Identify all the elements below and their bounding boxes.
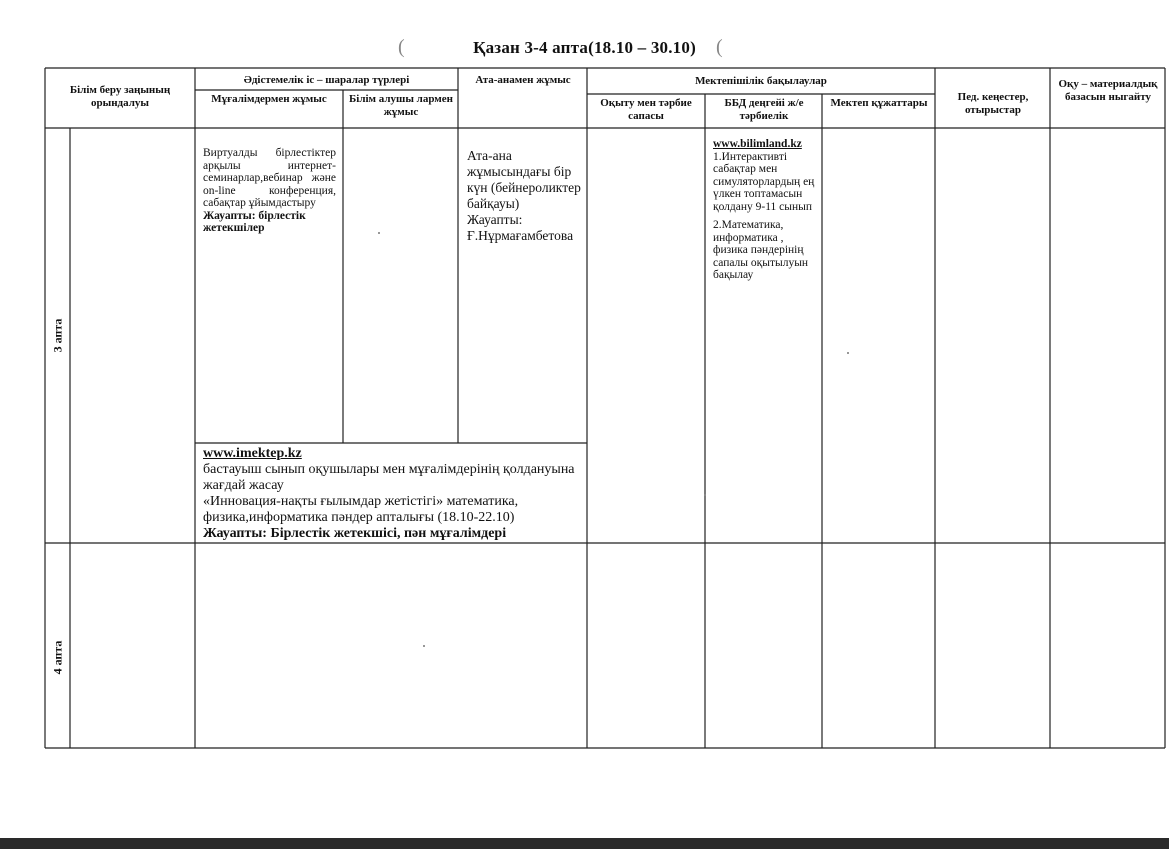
week3-teachers-cell	[203, 147, 336, 235]
bilimland-link[interactable]: www.bilimland.kz	[713, 138, 802, 150]
week3-span-line2: «Инновация-нақты ғылымдар жетістігі» математика, физика,информатика пәндер апталығы (18.10-22.10)	[203, 494, 519, 525]
week3-parents-cell	[467, 148, 585, 244]
week3-bbd-cell	[713, 138, 821, 282]
week3-parents-resp-name: Ғ.Нұрмағамбетова	[467, 228, 574, 243]
header-bbd-level: ББД деңгейі ж/е тәрбиелік	[724, 97, 804, 122]
scan-bottom-edge	[0, 838, 1169, 849]
header-school-docs: Мектеп құжаттары	[830, 97, 928, 109]
page-title: Қазан 3-4 апта(18.10 – 30.10)	[473, 38, 696, 57]
title-paren-left: (	[398, 36, 405, 58]
scan-speck	[423, 645, 425, 647]
header-parents-work: Ата-анамен жұмыс	[475, 74, 571, 86]
header-ped-councils: Пед. кеңестер, отырыстар	[957, 91, 1029, 116]
week3-label: 3 апта	[50, 318, 65, 353]
week4-label: 4 апта	[50, 640, 65, 675]
scan-speck	[704, 494, 706, 496]
week3-span-line1: бастауыш сынып оқушылары мен мұғалімдерінің қолдануына жағдай жасау	[203, 462, 575, 493]
week3-teachers-text: Виртуалды бірлестіктер арқылы интернет-семинарлар,вебинар және on-line конференция, сабақтар ұйымдастыру	[203, 147, 336, 209]
scan-speck	[378, 232, 380, 234]
week3-parents-resp-label: Жауапты:	[467, 212, 523, 227]
scan-speck	[847, 352, 849, 354]
week3-bbd-item2: 2.Математика, информатика , физика пәндерінің сапалы оқытылуын бақылау	[713, 219, 809, 281]
title-paren-right: (	[716, 36, 723, 58]
week3-bbd-item1: 1.Интерактивті сабақтар мен симуляторлардың ең үлкен топтамасын қолдану 9-11 сынып	[713, 150, 815, 213]
header-teachers-work: Мұғалімдермен жұмыс	[211, 93, 327, 105]
header-school-control-group: Мектепішілік бақылаулар	[695, 75, 827, 87]
imektep-link[interactable]: www.imektep.kz	[203, 446, 302, 461]
header-teaching-quality: Оқыту мен тәрбие сапасы	[600, 97, 692, 122]
header-students-work: Білім алушы лармен жұмыс	[348, 93, 454, 118]
header-methods-group: Әдістемелік іс – шаралар түрлері	[243, 74, 410, 86]
week3-parents-text: Ата-ана жұмысындағы бір күн (бейнероликтер байқауы)	[467, 148, 581, 211]
header-materials: Оқу – материалдық базасын ныгайту	[1058, 78, 1158, 103]
header-law-execution: Білім беру заңының орындалуы	[69, 84, 171, 109]
week3-teachers-resp: Жауапты: бірлестік жетекшілер	[203, 209, 306, 234]
week3-span-resp: Жауапты: Бірлестік жетекшісі, пән мұғалімдері	[203, 526, 507, 541]
week3-span-cell	[203, 446, 585, 542]
